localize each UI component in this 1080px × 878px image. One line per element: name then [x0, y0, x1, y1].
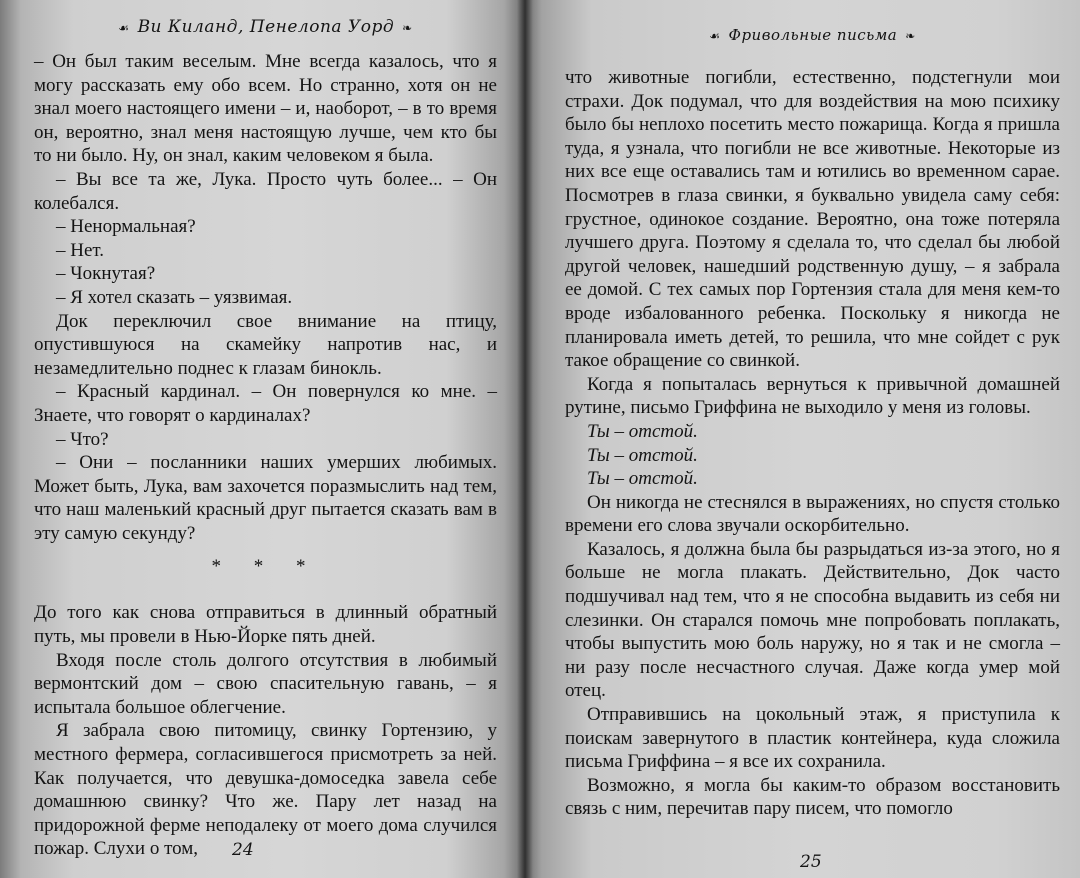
paragraph: – Вы все та же, Лука. Просто чуть более... – Он колебался. [34, 168, 497, 214]
italic-quote-line: Ты – отстой. [587, 468, 698, 490]
ornament-right-icon: ❧ [905, 29, 916, 43]
page-number-right: 25 [800, 852, 822, 872]
paragraph: До того как снова отправиться в длинный обратный путь, мы провели в Нью-Йорке пять дней. [34, 602, 497, 648]
author-names: Ви Киланд, Пенелопа Уорд [137, 17, 395, 37]
paragraph: – Ненормальная? [56, 216, 196, 238]
paragraph: Я забрала свою питомицу, свинку Гортензию, у местного фермера, согласившегося присмотреть за ней. Как получается, что девушка-домоседка завела себе домашнюю свинку? Что же. Пару лет назад на придорожной ферме неподалеку от моего дома случился пожар. Слухи о том, [34, 720, 497, 860]
left-page [0, 0, 525, 878]
paragraph: Казалось, я должна была бы разрыдаться из-за этого, но я больше не могла плакать. Действительно, Док часто подшучивал над тем, что я не способна выдавить из себя ни слезинки. Он старался помочь мне попробовать поплакать, чтобы выпустить мою боль наружу, но я так и не смогла – ни разу после несчастного случая. Даже когда умер мой отец. [565, 538, 1060, 702]
paragraph: – Он был таким веселым. Мне всегда казалось, что я могу рассказать ему обо всем. Но странно, хотя он не знал моего настоящего имени – и, наоборот, – в то время он, вероятно, знал меня настоящую лучше, чем кто бы то ни было. Ну, он знал, каким человеком я была. [34, 51, 497, 167]
ornament-left-icon: ☙ [118, 20, 130, 35]
right-page-text [565, 66, 1060, 821]
book-title: Фривольные письма [728, 26, 898, 44]
left-page-text [34, 50, 497, 861]
right-page [525, 0, 1080, 878]
paragraph: Док переключил свое внимание на птицу, опустившуюся на скамейку напротив нас, и незамедлительно поднес к глазам бинокль. [34, 310, 497, 379]
paragraph: – Что? [56, 428, 109, 450]
running-header-right [565, 20, 1060, 50]
paragraph: Входя после столь долгого отсутствия в любимый вермонтский дом – свою спасительную гавань, – я испытала большое облегчение. [34, 649, 497, 718]
paragraph: – Нет. [56, 239, 105, 261]
italic-quote-line: Ты – отстой. [587, 420, 698, 442]
ornament-left-icon: ☙ [709, 29, 721, 43]
paragraph: – Они – посланники наших умерших любимых. Может быть, Лука, вам захочется поразмыслить над тем, что наш маленький красный друг пытается сказать вам в эту самую секунду? [34, 452, 497, 544]
italic-quote-line: Ты – отстой. [587, 444, 698, 466]
paragraph: Возможно, я могла бы каким-то образом восстановить связь с ним, перечитав пару писем, что помогло [565, 774, 1060, 820]
paragraph: Когда я попыталась вернуться к привычной домашней рутине, письмо Гриффина не выходило у меня из головы. [565, 373, 1060, 419]
running-header-left [34, 10, 497, 44]
paragraph: Он никогда не стеснялся в выражениях, но спустя столько времени его слова звучали оскорбительно. [565, 491, 1060, 537]
page-number-left: 24 [232, 840, 254, 860]
paragraph: – Чокнутая? [56, 263, 156, 285]
paragraph: Отправившись на цокольный этаж, я приступила к поискам завернутого в пластик контейнера, куда сложила письма Гриффина – я все их сохранила. [565, 704, 1060, 773]
paragraph: – Я хотел сказать – уязвимая. [56, 286, 293, 308]
paragraph: что животные погибли, естественно, подстегнули мои страхи. Док подумал, что для воздействия на мою психику было бы неплохо посетить место пожарища. Когда я пришла туда, я узнала, что погибли не все животные. Некоторые из них все еще оставались там и ютились во временном сарае. Посмотрев в глаза свинки, я буквально увидела саму себя: грустное, одинокое создание. Вероятно, она тоже потеряла лучшего друга. Поэтому я сделала то, что сделал бы любой другой человек, нашедший родственную душу, – я забрала ее домой. С тех самых пор Гортензия стала для меня кем-то вроде избалованного ребенка. Поскольку я никогда не планировала иметь детей, то решила, что мне сойдет с рук такое обращение со свинкой. [565, 67, 1060, 372]
section-separator: * * * [211, 556, 320, 578]
ornament-right-icon: ❧ [402, 20, 413, 35]
paragraph: – Красный кардинал. – Он повернулся ко мне. – Знаете, что говорят о кардиналах? [34, 381, 497, 426]
